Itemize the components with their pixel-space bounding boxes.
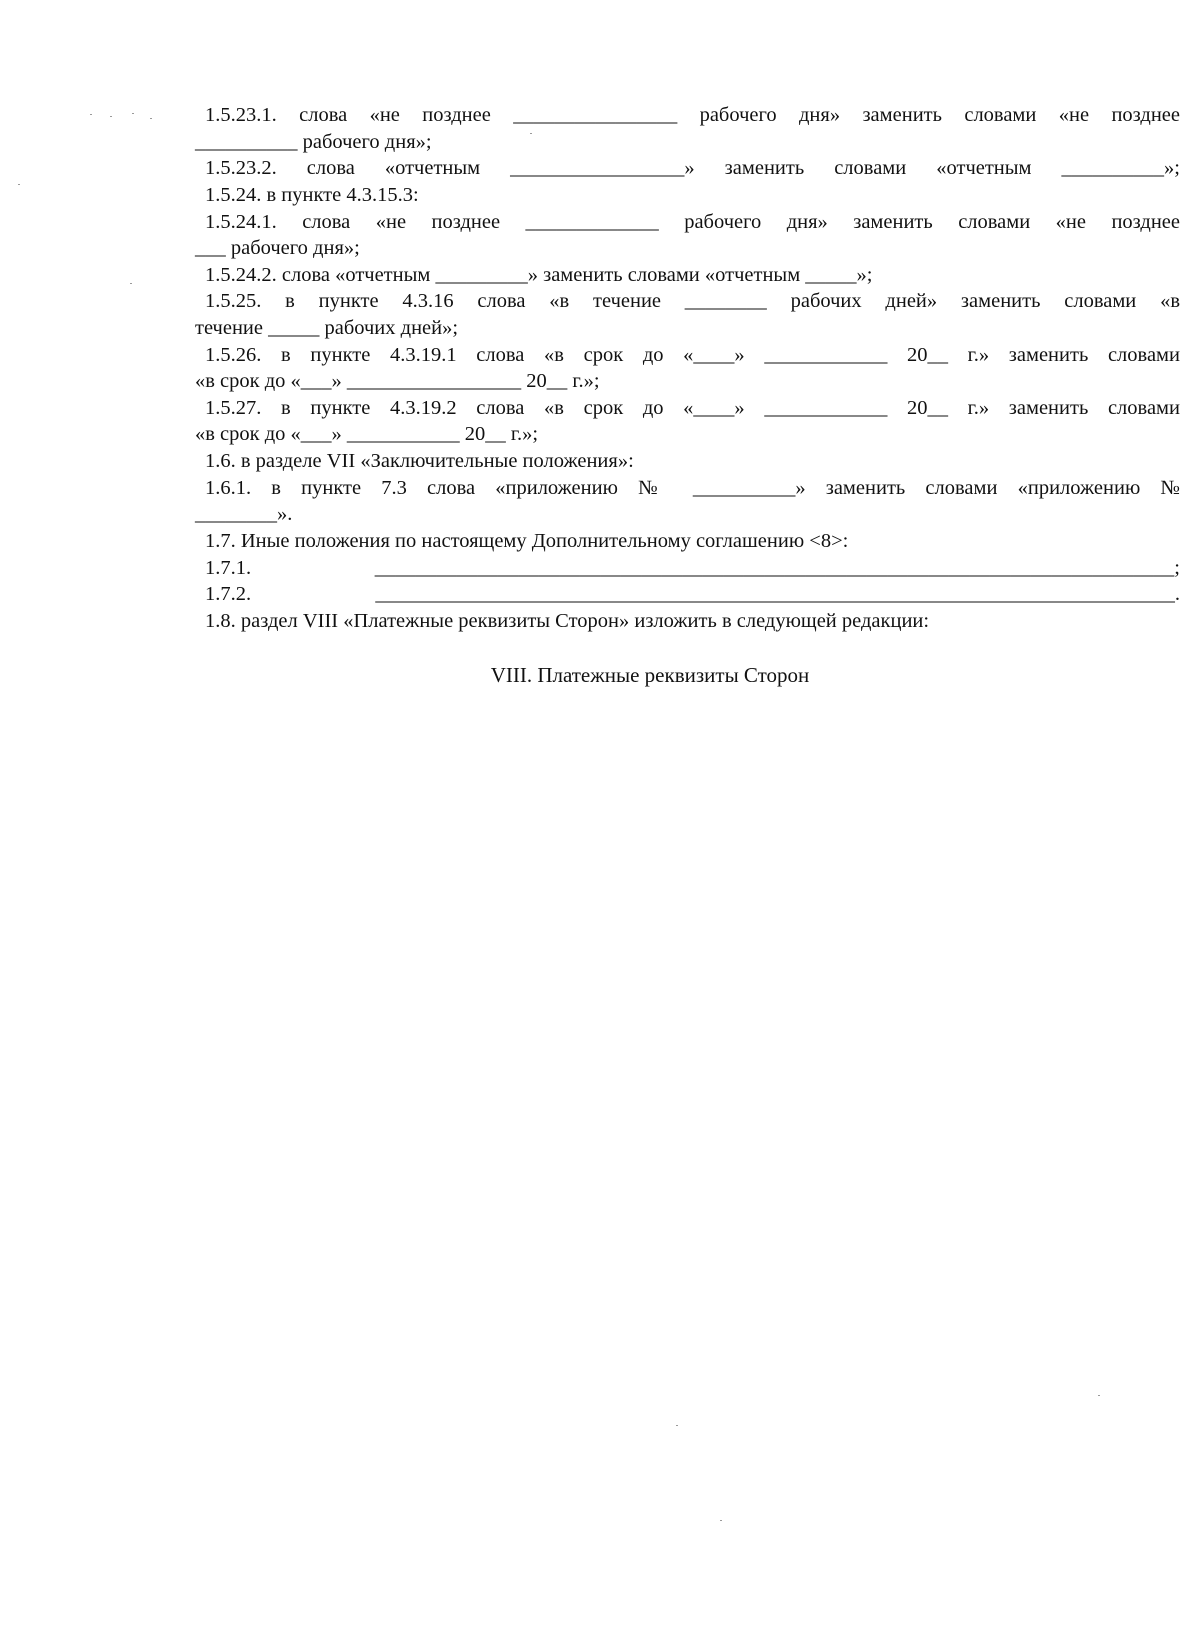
clause-1-5-26-cont: «в срок до «___» _________________ 20__ г.»; xyxy=(195,370,600,392)
clause-1-5-23-2: 1.5.23.2. слова «отчетным _________________» заменить словами «отчетным __________»; xyxy=(205,157,1180,179)
clause-1-5-25-cont: течение _____ рабочих дней»; xyxy=(195,317,459,339)
scan-speck xyxy=(110,116,112,117)
scan-speck xyxy=(150,118,152,119)
clause-1-5-24-1: 1.5.24.1. слова «не позднее _____________ рабочего дня» заменить словами «не позднее xyxy=(205,211,1180,233)
clause-1-7: 1.7. Иные положения по настоящему Дополнительному соглашению <8>: xyxy=(205,530,849,552)
scan-speck xyxy=(90,114,92,115)
scan-speck xyxy=(676,1425,678,1426)
scan-speck xyxy=(1098,1395,1100,1396)
clause-1-5-24-2: 1.5.24.2. слова «отчетным _________» заменить словами «отчетным _____»; xyxy=(205,264,873,286)
clause-1-6-1-cont: ________». xyxy=(195,503,293,525)
clause-1-5-24-1-cont: ___ рабочего дня»; xyxy=(195,237,360,259)
clause-1-5-27-cont: «в срок до «___» ___________ 20__ г.»; xyxy=(195,423,539,445)
clause-1-5-23-1-cont: __________ рабочего дня»; xyxy=(195,131,432,153)
clause-1-5-26: 1.5.26. в пункте 4.3.19.1 слова «в срок до «____» ____________ 20__ г.» заменить словами xyxy=(205,344,1180,366)
section-heading: VIII. Платежные реквизиты Сторон xyxy=(490,663,810,687)
clause-1-7-1: 1.7.1. ______________________________________________________________________________; xyxy=(205,557,1180,579)
clause-1-5-27: 1.5.27. в пункте 4.3.19.2 слова «в срок до «____» ____________ 20__ г.» заменить словами xyxy=(205,397,1180,419)
scan-speck xyxy=(530,133,532,134)
clause-1-5-25: 1.5.25. в пункте 4.3.16 слова «в течение ________ рабочих дней» заменить словами «в xyxy=(205,290,1180,312)
clause-1-8: 1.8. раздел VIII «Платежные реквизиты Сторон» изложить в следующей редакции: xyxy=(205,610,930,632)
clause-1-6-1: 1.6.1. в пункте 7.3 слова «приложению № __________» заменить словами «приложению № xyxy=(205,477,1180,499)
scan-speck xyxy=(130,283,132,284)
clause-1-5-24: 1.5.24. в пункте 4.3.15.3: xyxy=(205,184,419,206)
clause-1-6: 1.6. в разделе VII «Заключительные положения»: xyxy=(205,450,634,472)
clause-1-5-23-1: 1.5.23.1. слова «не позднее ________________ рабочего дня» заменить словами «не позднее xyxy=(205,104,1180,126)
scan-speck xyxy=(720,1520,722,1521)
clause-1-7-2: 1.7.2. ______________________________________________________________________________. xyxy=(205,583,1180,605)
scan-speck xyxy=(132,113,134,114)
scan-speck xyxy=(18,184,20,185)
